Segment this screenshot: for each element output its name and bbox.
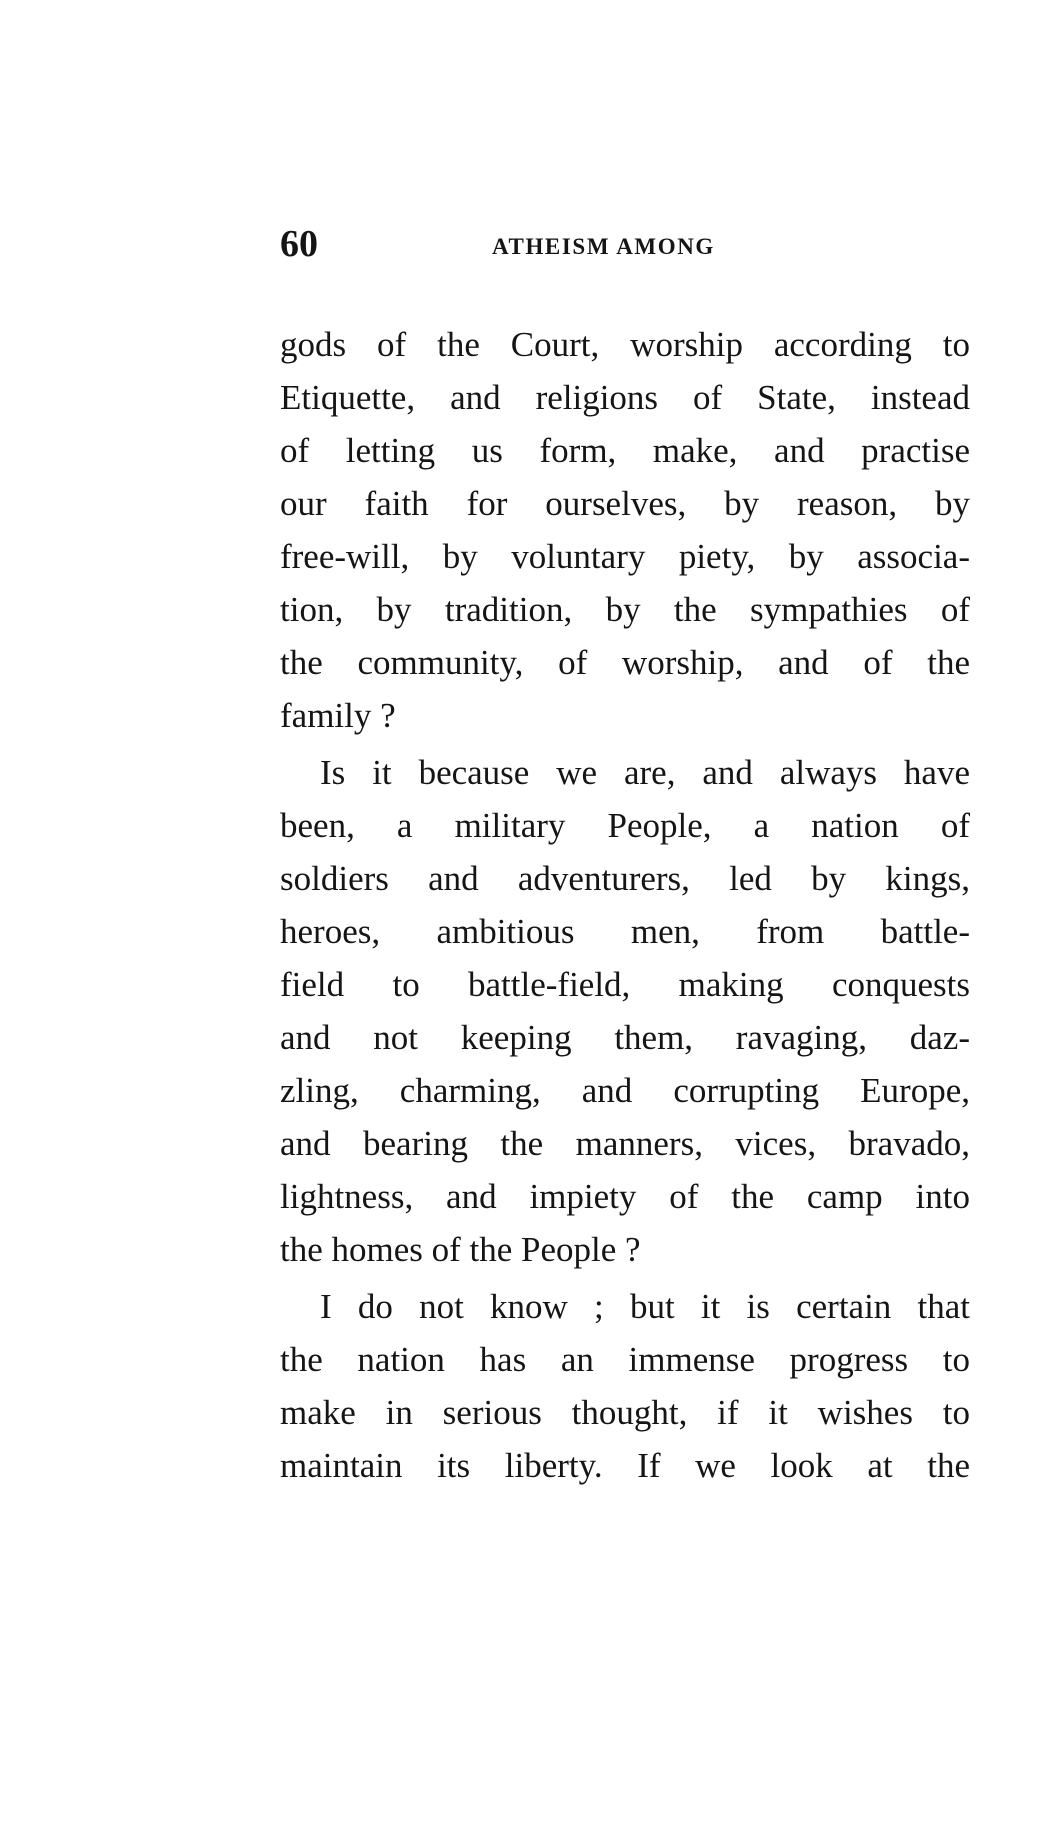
text-line: Etiquette, and religions of State, instead [280,378,970,417]
paragraph-3 [280,1280,970,1492]
text-line: family ? [280,696,396,735]
text-line: of letting us form, make, and practise [280,431,970,470]
paragraph-1 [280,318,970,742]
text-line: Is it because we are, and always have [320,753,970,792]
text-line: gods of the Court, worship according to [280,325,970,364]
text-line: the homes of the People ? [280,1230,641,1269]
text-line: heroes, ambitious men, from battle- [280,912,970,951]
text-line: and not keeping them, ravaging, daz- [280,1018,970,1057]
page-header [280,222,970,266]
text-line: lightness, and impiety of the camp into [280,1177,970,1216]
text-line: and bearing the manners, vices, bravado, [280,1124,970,1163]
page-number: 60 [280,223,318,265]
text-line: tion, by tradition, by the sympathies of [280,590,970,629]
text-line: the nation has an immense progress to [280,1340,970,1379]
text-line: zling, charming, and corrupting Europe, [280,1071,970,1110]
body-text [280,318,970,1492]
text-line: soldiers and adventurers, led by kings, [280,859,970,898]
text-line: maintain its liberty. If we look at the [280,1446,970,1485]
text-line: the community, of worship, and of the [280,643,970,682]
text-line: I do not know ; but it is certain that [320,1287,970,1326]
text-line: field to battle-field, making conquests [280,965,970,1004]
text-line: make in serious thought, if it wishes to [280,1393,970,1432]
running-head: ATHEISM AMONG [492,234,715,259]
paragraph-2 [280,746,970,1276]
text-line: free-will, by voluntary piety, by associa- [280,537,970,576]
text-line: our faith for ourselves, by reason, by [280,484,970,523]
text-line: been, a military People, a nation of [280,806,970,845]
